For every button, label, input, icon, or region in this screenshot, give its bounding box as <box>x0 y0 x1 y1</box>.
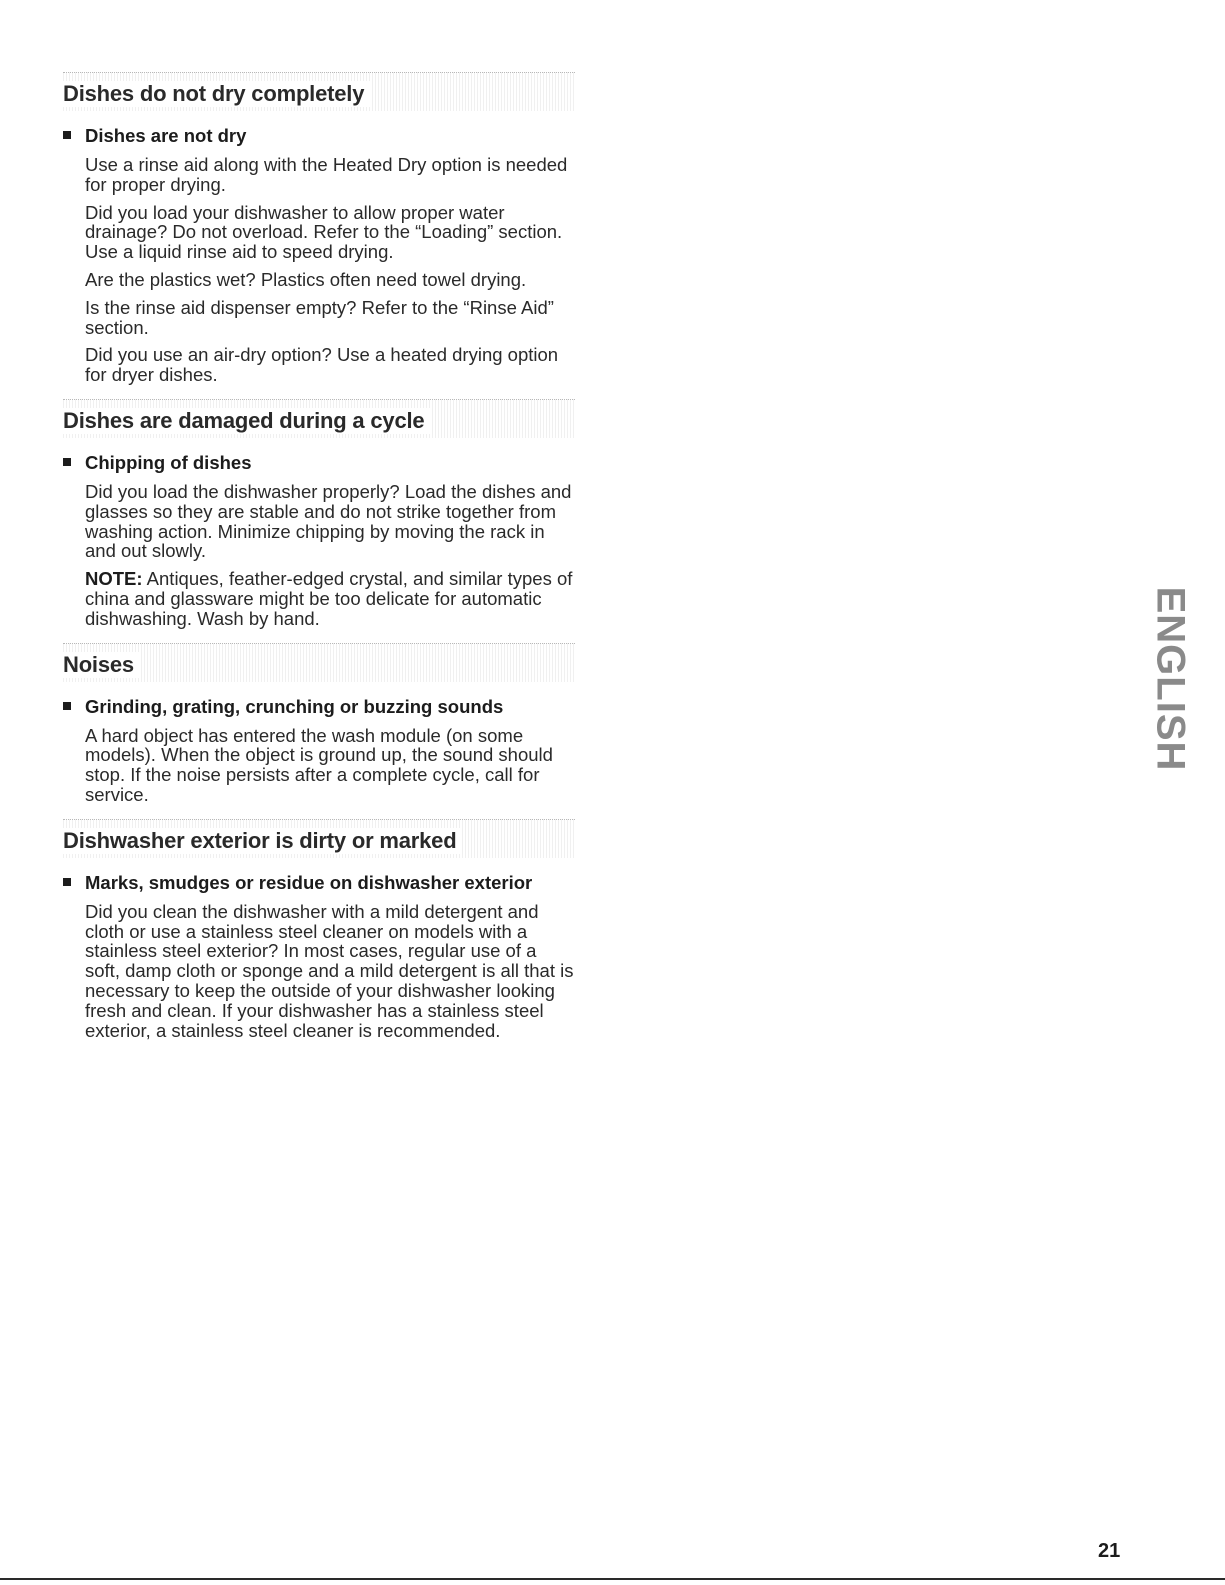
section-exterior-dirty <box>63 819 575 1041</box>
section-heading-bar <box>63 643 575 682</box>
content-column <box>63 72 575 1054</box>
section-dishes-not-dry <box>63 72 575 385</box>
bottom-divider <box>0 1578 1225 1580</box>
section-heading: Dishes are damaged during a cycle <box>63 408 430 434</box>
problem-item <box>63 872 575 894</box>
section-heading-bar <box>63 72 575 111</box>
problem-item <box>63 452 575 474</box>
language-side-tab <box>1148 566 1193 792</box>
solution-paragraph: Use a rinse aid along with the Heated Dry option is needed for proper drying. <box>85 154 568 195</box>
solution-paragraph: Is the rinse aid dispenser empty? Refer to the “Rinse Aid” section. <box>85 296 554 338</box>
section-heading: Noises <box>63 652 140 678</box>
problem-item <box>63 125 575 147</box>
note-paragraph <box>85 569 575 628</box>
problem-title: Dishes are not dry <box>85 125 247 146</box>
page-number: 21 <box>1098 1540 1121 1562</box>
section-heading: Dishwasher exterior is dirty or marked <box>63 828 462 854</box>
note-text: Antiques, feather-edged crystal, and similar types of china and glassware might be too delicate for automatic dishwashing. Wash by hand. <box>85 568 573 629</box>
problem-title: Marks, smudges or residue on dishwasher exterior <box>85 871 533 893</box>
solution-paragraph: Did you load your dishwasher to allow proper water drainage? Do not overload. Refer to the “Loading” section. Use a liquid rinse aid to speed drying. <box>85 201 563 263</box>
problem-item <box>63 696 575 718</box>
problem-title: Chipping of dishes <box>85 451 252 473</box>
solution-paragraph: Did you clean the dishwasher with a mild detergent and cloth or use a stainless steel cleaner on models with a stainless steel exterior? In most cases, regular use of a soft, damp cloth or sponge and a mild detergent is all that is necessary to keep the outside of your dishwasher looking fresh and clean. If your dishwasher has a stainless steel exterior, a stainless steel cleaner is recommended. <box>85 900 574 1041</box>
square-bullet-icon <box>63 131 71 139</box>
section-noises <box>63 643 575 805</box>
section-dishes-damaged <box>63 399 575 629</box>
square-bullet-icon <box>63 458 71 466</box>
solution-paragraph: A hard object has entered the wash module (on some models). When the object is ground up, the sound should stop. If the noise persists after a complete cycle, call for service. <box>85 724 553 805</box>
solution-paragraph: Did you use an air-dry option? Use a heated drying option for dryer dishes. <box>85 344 559 386</box>
section-heading-bar <box>63 399 575 438</box>
language-label: ENGLISH <box>1148 586 1193 772</box>
note-label: NOTE: <box>85 568 143 590</box>
square-bullet-icon <box>63 702 71 710</box>
section-heading-bar <box>63 819 575 858</box>
square-bullet-icon <box>63 878 71 886</box>
solution-paragraph: Are the plastics wet? Plastics often need towel drying. <box>85 268 527 290</box>
section-heading: Dishes do not dry completely <box>63 81 370 107</box>
solution-paragraph: Did you load the dishwasher properly? Load the dishes and glasses so they are stable and do not strike together from washing action. Minimize chipping by moving the rack in and out slowly. <box>85 480 572 562</box>
problem-title: Grinding, grating, crunching or buzzing sounds <box>85 695 504 717</box>
